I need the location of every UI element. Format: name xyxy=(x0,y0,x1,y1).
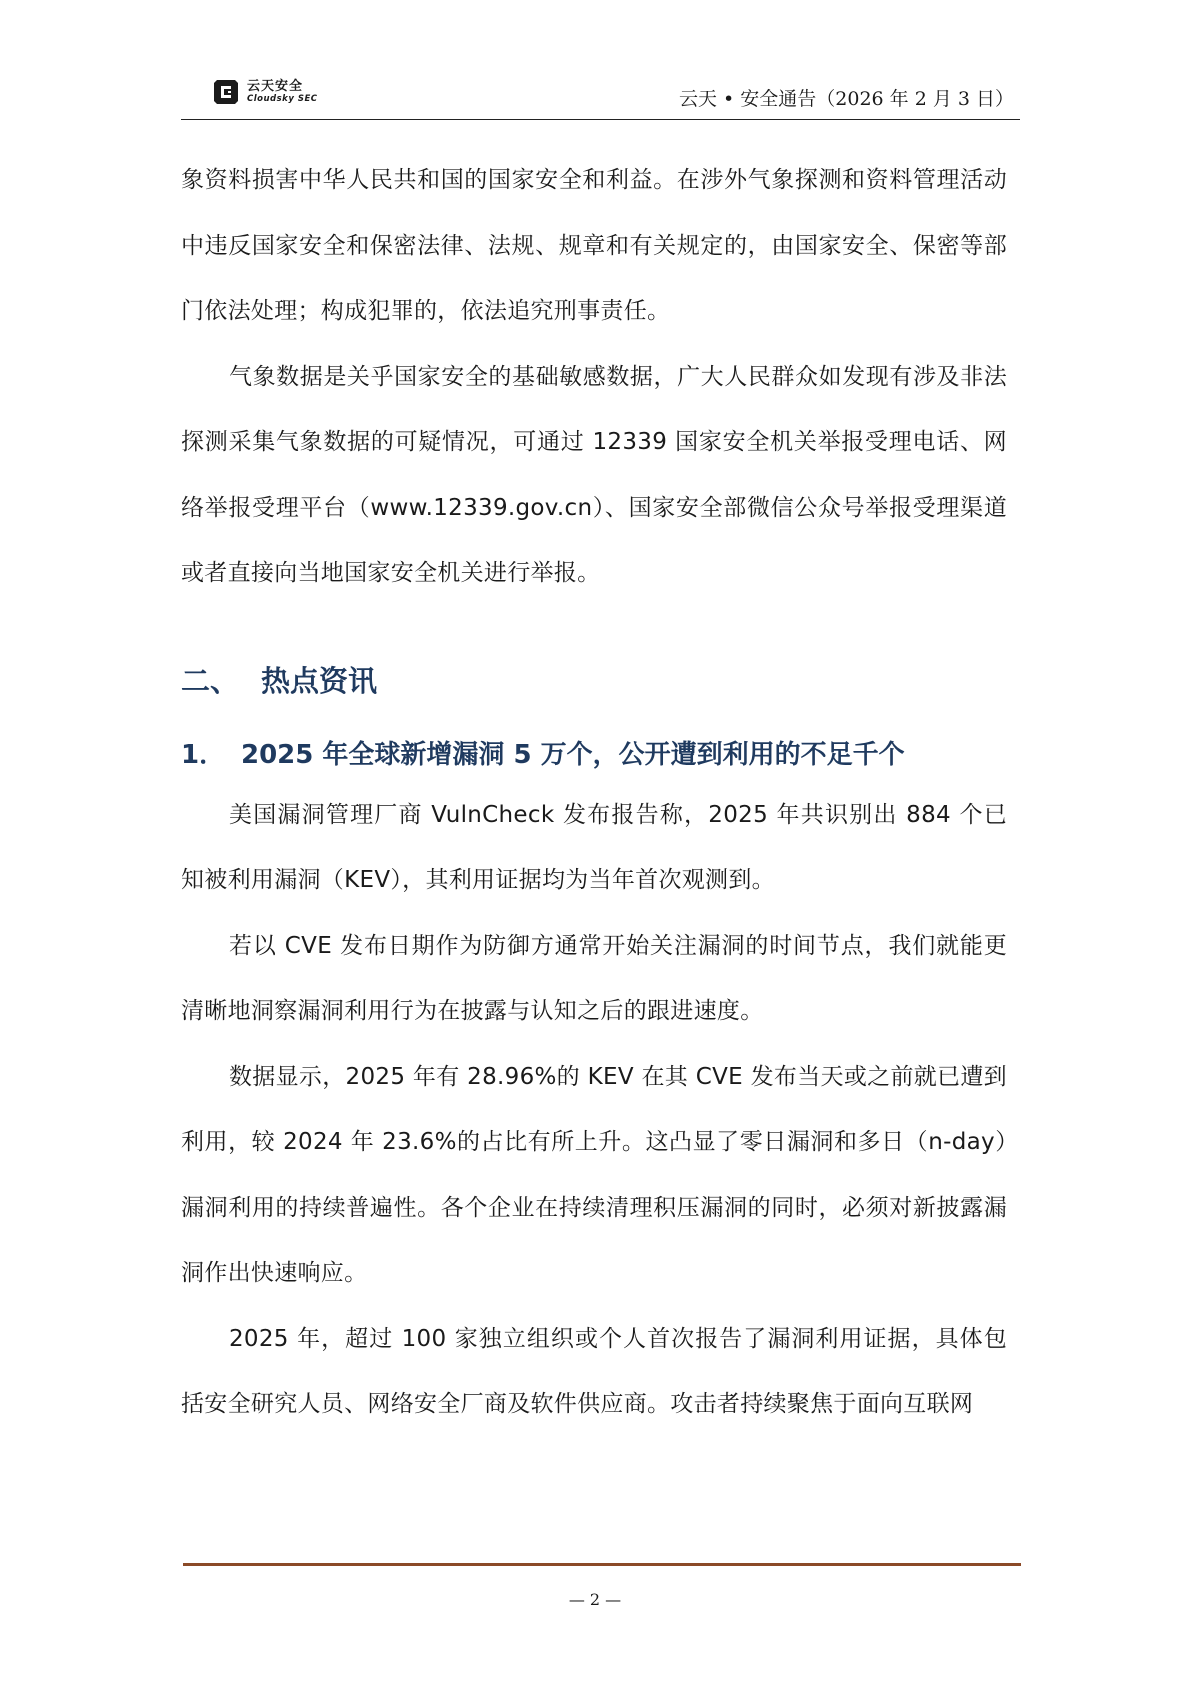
footer-divider xyxy=(183,1563,1021,1566)
document-body xyxy=(181,148,1007,1438)
subsection-title: 2025 年全球新增漏洞 5 万个，公开遭到利用的不足千个 xyxy=(241,739,905,770)
page-header xyxy=(181,62,1020,120)
cloudsky-logo-icon xyxy=(211,77,241,107)
subsection-number: 1． xyxy=(181,739,226,770)
paragraph: 美国漏洞管理厂商 VulnCheck 发布报告称，2025 年共识别出 884 个已知被利用漏洞（KEV），其利用证据均为当年首次观测到。 xyxy=(181,801,1007,893)
paragraph: 象资料损害中华人民共和国的国家安全和利益。在涉外气象探测和资料管理活动中违反国家安全和保密法律、法规、规章和有关规定的，由国家安全、保密等部门依法处理；构成犯罪的，依法追究刑事责任。 xyxy=(181,167,1007,324)
brand-logo xyxy=(211,74,318,110)
header-title: 云天 • 安全通告（2026 年 2 月 3 日） xyxy=(678,88,1014,110)
logo-chinese-name: 云天安全 xyxy=(247,79,304,95)
paragraph: 气象数据是关乎国家安全的基础敏感数据，广大人民群众如发现有涉及非法探测采集气象数据的可疑情况，可通过 12339 国家安全机关举报受理电话、网络举报受理平台（www.12339.gov.cn）、国家安全部微信公众号举报受理渠道或者直接向当地国家安全机关进行举报。 xyxy=(181,363,1007,586)
section-heading xyxy=(181,652,1007,710)
subsection-heading xyxy=(181,734,1007,776)
paragraph: 数据显示，2025 年有 28.96%的 KEV 在其 CVE 发布当天或之前就已遭到利用，较 2024 年 23.6%的占比有所上升。这凸显了零日漏洞和多日（n-day）漏洞利用的持续普遍性。各个企业在持续清理积压漏洞的同时，必须对新披露漏洞作出快速响应。 xyxy=(181,1063,1007,1286)
paragraph: 若以 CVE 发布日期作为防御方通常开始关注漏洞的时间节点，我们就能更清晰地洞察漏洞利用行为在披露与认知之后的跟进速度。 xyxy=(181,932,1007,1024)
section-number: 二、 xyxy=(181,663,240,698)
page-number: — 2 — xyxy=(568,1590,622,1609)
logo-english-name: Cloudsky SEC xyxy=(247,94,318,105)
header-divider xyxy=(181,119,1020,120)
paragraph: 2025 年，超过 100 家独立组织或个人首次报告了漏洞利用证据，具体包括安全研究人员、网络安全厂商及软件供应商。攻击者持续聚焦于面向互联网 xyxy=(181,1325,1007,1417)
section-title: 热点资讯 xyxy=(261,663,378,698)
